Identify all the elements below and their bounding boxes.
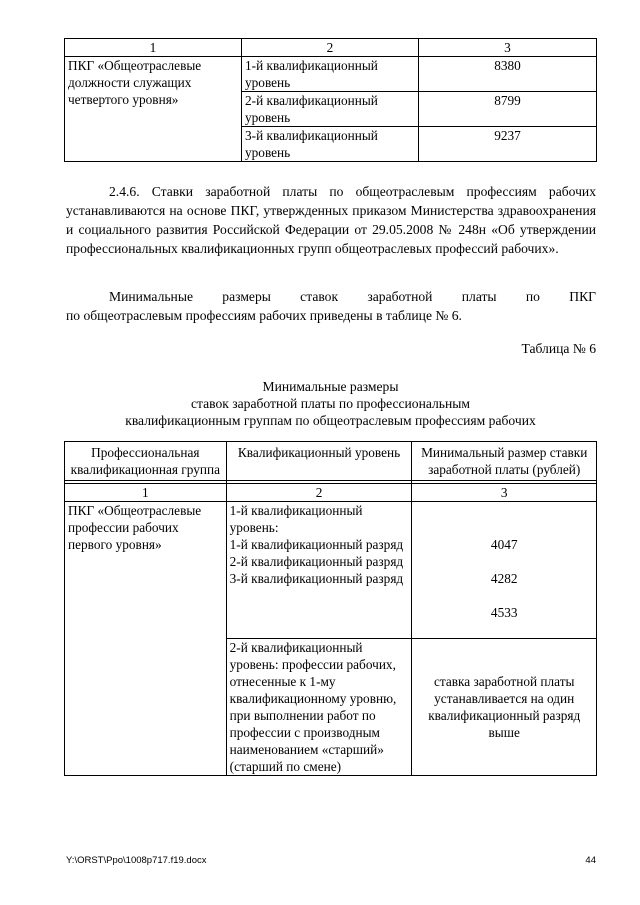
rank-label: 3-й квалификационный разряд bbox=[229, 571, 404, 586]
value-cell: 8799 bbox=[419, 92, 597, 127]
caption-line: ставок заработной платы по профессиональным bbox=[190, 396, 471, 411]
level-cell: 3-й квалификационный уровень bbox=[242, 127, 419, 162]
level-cell: 2-й квалификационный уровень: профессии рабочих, отнесенные к 1-му квалификационному уровню, при выполнении работ по профессии с производным наименованием «старший» (старший по смене) bbox=[226, 639, 412, 776]
header-group: Профессиональная квалификационная группа bbox=[65, 442, 227, 481]
col-number-1: 1 bbox=[65, 484, 227, 502]
caption-line: Минимальные размеры bbox=[262, 379, 399, 394]
level-cell: 2-й квалификационный уровень bbox=[242, 92, 419, 127]
paragraph-line: Минимальные размеры ставок заработной платы по ПКГ bbox=[109, 289, 596, 304]
value-cell: 9237 bbox=[419, 127, 597, 162]
paragraph-reference bbox=[66, 287, 596, 325]
rank-label: 2-й квалификационный разряд bbox=[229, 554, 404, 569]
col-number-3: 3 bbox=[419, 39, 597, 57]
value-cell: ставка заработной платы устанавливается на один квалификационный разряд выше bbox=[412, 639, 597, 776]
table-row bbox=[65, 502, 597, 639]
table-label: Таблица № 6 bbox=[521, 341, 596, 356]
paragraph-2-4-6: 2.4.6. Ставки заработной платы по общеотраслевым профессиям рабочих устанавливаются на основе ПКГ, утвержденных приказом Министерства здравоохранения и социального развития Российской Федерации от 29.05.2008 № 248н «Об утверждении профессиональных квалификационных групп общеотраслевых профессий рабочих». bbox=[66, 184, 596, 256]
value-cell: 8380 bbox=[419, 57, 597, 92]
table-number-row bbox=[65, 484, 597, 502]
col-number-3: 3 bbox=[412, 484, 597, 502]
table-row bbox=[65, 57, 597, 92]
table-header-row bbox=[65, 39, 597, 57]
page-number: 44 bbox=[585, 855, 596, 866]
rank-value: 4533 bbox=[490, 605, 518, 620]
table-6 bbox=[64, 441, 597, 776]
table-header-row bbox=[65, 442, 597, 481]
header-min-rate: Минимальный размер ставки заработной платы (рублей) bbox=[412, 442, 597, 481]
paragraph-line: по общеотраслевым профессиям рабочих приведены в таблице № 6. bbox=[66, 308, 462, 323]
rank-label: 1-й квалификационный разряд bbox=[229, 537, 404, 552]
caption-line: квалификационным группам по общеотраслевым профессиям рабочих bbox=[125, 413, 536, 428]
header-level: Квалификационный уровень bbox=[226, 442, 412, 481]
level-cell: 1-й квалификационный уровень bbox=[242, 57, 419, 92]
col-number-1: 1 bbox=[65, 39, 242, 57]
rank-value: 4282 bbox=[490, 571, 518, 586]
col-number-2: 2 bbox=[242, 39, 419, 57]
table-caption bbox=[64, 378, 597, 429]
level-title: 1-й квалификационный уровень: bbox=[229, 503, 363, 535]
table-pkg-employees-4 bbox=[64, 38, 597, 162]
value-cell bbox=[412, 502, 597, 639]
level-cell bbox=[226, 502, 412, 639]
group-cell: ПКГ «Общеотраслевые должности служащих четвертого уровня» bbox=[65, 57, 242, 162]
group-cell: ПКГ «Общеотраслевые профессии рабочих первого уровня» bbox=[65, 502, 227, 776]
footer-file-path: Y:\ORST\Ppo\1008p717.f19.docx bbox=[66, 855, 207, 866]
col-number-2: 2 bbox=[226, 484, 412, 502]
rank-value: 4047 bbox=[490, 537, 518, 552]
